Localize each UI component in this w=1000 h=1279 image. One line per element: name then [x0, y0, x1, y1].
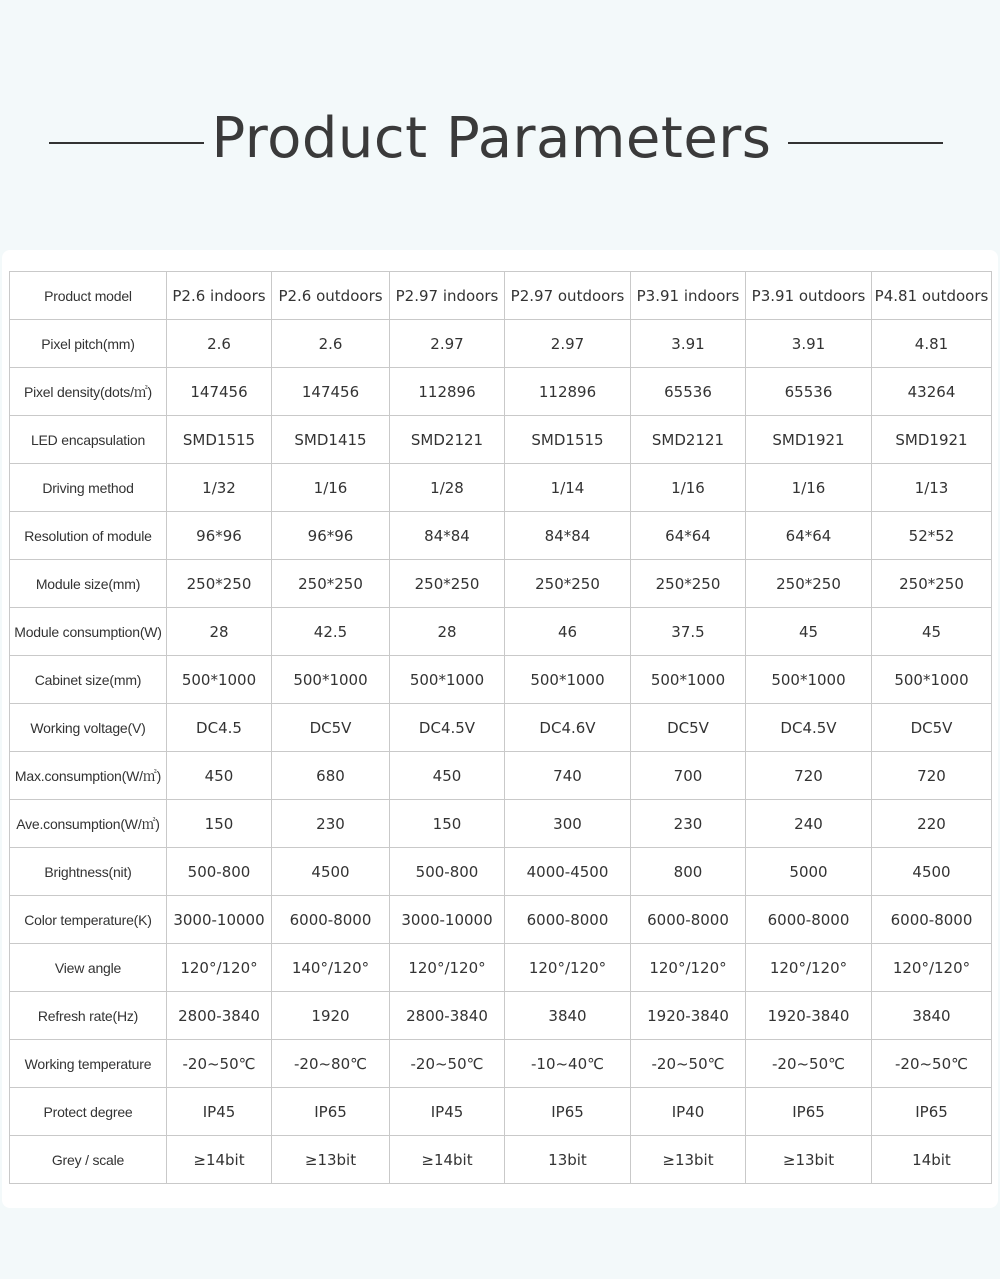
row-label: Grey / scale [10, 1136, 167, 1184]
row-label: Module size(mm) [10, 560, 167, 608]
table-cell: IP45 [390, 1088, 505, 1136]
table-cell: IP65 [272, 1088, 390, 1136]
table-cell: 300 [505, 800, 631, 848]
table-cell: 112896 [390, 368, 505, 416]
table-cell: 240 [746, 800, 872, 848]
table-row [10, 608, 992, 656]
table-cell: 2800-3840 [167, 992, 272, 1040]
table-cell: 4500 [272, 848, 390, 896]
heading-divider-right [788, 142, 943, 144]
table-cell: 14bit [872, 1136, 992, 1184]
table-cell: 250*250 [746, 560, 872, 608]
table-cell: 2.97 [390, 320, 505, 368]
table-cell: 65536 [746, 368, 872, 416]
table-cell: -20~50℃ [746, 1040, 872, 1088]
table-row [10, 800, 992, 848]
table-cell: 1920-3840 [631, 992, 746, 1040]
table-cell: 220 [872, 800, 992, 848]
row-label: View angle [10, 944, 167, 992]
table-cell: 500*1000 [390, 656, 505, 704]
page-heading [0, 100, 1000, 190]
table-cell: 112896 [505, 368, 631, 416]
table-cell: 65536 [631, 368, 746, 416]
table-cell: ≥13bit [746, 1136, 872, 1184]
table-cell: 45 [872, 608, 992, 656]
row-label: Cabinet size(mm) [10, 656, 167, 704]
table-cell: DC4.6V [505, 704, 631, 752]
table-cell: 64*64 [631, 512, 746, 560]
table-cell: 740 [505, 752, 631, 800]
table-cell: 4000-4500 [505, 848, 631, 896]
table-cell: 1/14 [505, 464, 631, 512]
table-row [10, 1136, 992, 1184]
table-row [10, 944, 992, 992]
table-cell: 500*1000 [746, 656, 872, 704]
table-cell: 1/28 [390, 464, 505, 512]
table-cell: 120°/120° [167, 944, 272, 992]
table-cell: -20~50℃ [167, 1040, 272, 1088]
table-cell: -20~80℃ [272, 1040, 390, 1088]
table-cell: 3000-10000 [167, 896, 272, 944]
table-cell: 120°/120° [872, 944, 992, 992]
table-row [10, 992, 992, 1040]
table-cell: 250*250 [167, 560, 272, 608]
column-header: P3.91 outdoors [746, 272, 872, 320]
table-cell: 120°/120° [631, 944, 746, 992]
table-cell: 84*84 [505, 512, 631, 560]
table-row [10, 848, 992, 896]
table-cell: 96*96 [272, 512, 390, 560]
column-header: P2.97 indoors [390, 272, 505, 320]
table-cell: IP65 [872, 1088, 992, 1136]
row-label: Pixel density(dots/㎡) [10, 368, 167, 416]
table-row [10, 1088, 992, 1136]
table-cell: 6000-8000 [505, 896, 631, 944]
table-cell: 45 [746, 608, 872, 656]
table-cell: DC5V [631, 704, 746, 752]
table-cell: 42.5 [272, 608, 390, 656]
table-cell: 450 [390, 752, 505, 800]
table-cell: 4500 [872, 848, 992, 896]
table-cell: 720 [746, 752, 872, 800]
table-cell: 2.6 [272, 320, 390, 368]
table-row [10, 560, 992, 608]
table-cell: 1/16 [631, 464, 746, 512]
table-cell: 2.6 [167, 320, 272, 368]
table-cell: 140°/120° [272, 944, 390, 992]
table-cell: 37.5 [631, 608, 746, 656]
table-row [10, 368, 992, 416]
table-cell: 28 [390, 608, 505, 656]
table-cell: 1920-3840 [746, 992, 872, 1040]
table-row [10, 1040, 992, 1088]
table-cell: 96*96 [167, 512, 272, 560]
row-label: Working temperature [10, 1040, 167, 1088]
table-row [10, 656, 992, 704]
table-cell: IP65 [746, 1088, 872, 1136]
table-cell: 450 [167, 752, 272, 800]
table-cell: 3000-10000 [390, 896, 505, 944]
column-header: P2.97 outdoors [505, 272, 631, 320]
table-cell: 500*1000 [167, 656, 272, 704]
table-cell: 120°/120° [390, 944, 505, 992]
table-cell: IP65 [505, 1088, 631, 1136]
row-label: Max.consumption(W/㎡) [10, 752, 167, 800]
row-label: Module consumption(W) [10, 608, 167, 656]
table-cell: 6000-8000 [272, 896, 390, 944]
table-cell: 64*64 [746, 512, 872, 560]
row-label: Color temperature(K) [10, 896, 167, 944]
table-cell: 500*1000 [272, 656, 390, 704]
table-body [10, 320, 992, 1184]
table-cell: 500-800 [390, 848, 505, 896]
table-cell: 52*52 [872, 512, 992, 560]
table-cell: ≥13bit [272, 1136, 390, 1184]
table-row [10, 464, 992, 512]
column-header: P2.6 outdoors [272, 272, 390, 320]
table-cell: 500*1000 [505, 656, 631, 704]
table-cell: 3.91 [746, 320, 872, 368]
table-cell: DC5V [872, 704, 992, 752]
parameters-table [9, 271, 992, 1184]
table-cell: SMD2121 [631, 416, 746, 464]
table-row [10, 896, 992, 944]
table-cell: ≥14bit [390, 1136, 505, 1184]
row-label: Protect degree [10, 1088, 167, 1136]
table-cell: 3.91 [631, 320, 746, 368]
table-cell: 250*250 [872, 560, 992, 608]
row-label: Pixel pitch(mm) [10, 320, 167, 368]
table-row [10, 416, 992, 464]
table-cell: 800 [631, 848, 746, 896]
table-cell: 500*1000 [631, 656, 746, 704]
table-cell: 4.81 [872, 320, 992, 368]
table-cell: ≥14bit [167, 1136, 272, 1184]
table-cell: SMD1921 [872, 416, 992, 464]
table-cell: 700 [631, 752, 746, 800]
table-cell: 1/13 [872, 464, 992, 512]
row-label: Ave.consumption(W/㎡) [10, 800, 167, 848]
table-cell: ≥13bit [631, 1136, 746, 1184]
table-cell: 500*1000 [872, 656, 992, 704]
table-row [10, 320, 992, 368]
table-cell: IP45 [167, 1088, 272, 1136]
table-cell: 230 [272, 800, 390, 848]
table-cell: -20~50℃ [390, 1040, 505, 1088]
table-cell: 120°/120° [505, 944, 631, 992]
table-cell: 28 [167, 608, 272, 656]
table-cell: 84*84 [390, 512, 505, 560]
table-cell: 120°/120° [746, 944, 872, 992]
table-cell: 720 [872, 752, 992, 800]
table-cell: 147456 [167, 368, 272, 416]
table-cell: 250*250 [505, 560, 631, 608]
column-header: P4.81 outdoors [872, 272, 992, 320]
table-cell: 3840 [505, 992, 631, 1040]
table-cell: 1/16 [746, 464, 872, 512]
table-cell: 3840 [872, 992, 992, 1040]
row-label: Resolution of module [10, 512, 167, 560]
table-header-row [10, 272, 992, 320]
table-cell: 230 [631, 800, 746, 848]
table-row [10, 512, 992, 560]
table-cell: 250*250 [631, 560, 746, 608]
table-cell: -20~50℃ [631, 1040, 746, 1088]
table-cell: 6000-8000 [746, 896, 872, 944]
table-cell: 150 [167, 800, 272, 848]
header-label-cell: Product model [10, 272, 167, 320]
table-cell: SMD1415 [272, 416, 390, 464]
table-cell: 150 [390, 800, 505, 848]
table-cell: DC4.5V [746, 704, 872, 752]
table-cell: IP40 [631, 1088, 746, 1136]
table-cell: 5000 [746, 848, 872, 896]
table-cell: 2.97 [505, 320, 631, 368]
table-cell: 6000-8000 [631, 896, 746, 944]
table-cell: 46 [505, 608, 631, 656]
table-cell: 13bit [505, 1136, 631, 1184]
table-cell: DC5V [272, 704, 390, 752]
column-header: P3.91 indoors [631, 272, 746, 320]
table-row [10, 704, 992, 752]
table-cell: -20~50℃ [872, 1040, 992, 1088]
table-cell: 500-800 [167, 848, 272, 896]
table-cell: SMD1515 [167, 416, 272, 464]
table-cell: DC4.5 [167, 704, 272, 752]
row-label: Working voltage(V) [10, 704, 167, 752]
row-label: Brightness(nit) [10, 848, 167, 896]
table-cell: 43264 [872, 368, 992, 416]
table-cell: DC4.5V [390, 704, 505, 752]
table-cell: 250*250 [272, 560, 390, 608]
table-cell: -10~40℃ [505, 1040, 631, 1088]
table-cell: 147456 [272, 368, 390, 416]
table-cell: 1920 [272, 992, 390, 1040]
table-cell: SMD1515 [505, 416, 631, 464]
page-title: Product Parameters [211, 106, 772, 171]
table-cell: 1/16 [272, 464, 390, 512]
row-label: LED encapsulation [10, 416, 167, 464]
table-cell: 2800-3840 [390, 992, 505, 1040]
table-cell: 6000-8000 [872, 896, 992, 944]
table-cell: SMD1921 [746, 416, 872, 464]
table-cell: 250*250 [390, 560, 505, 608]
column-header: P2.6 indoors [167, 272, 272, 320]
table-cell: 680 [272, 752, 390, 800]
table-cell: SMD2121 [390, 416, 505, 464]
row-label: Driving method [10, 464, 167, 512]
table-cell: 1/32 [167, 464, 272, 512]
row-label: Refresh rate(Hz) [10, 992, 167, 1040]
table-row [10, 752, 992, 800]
